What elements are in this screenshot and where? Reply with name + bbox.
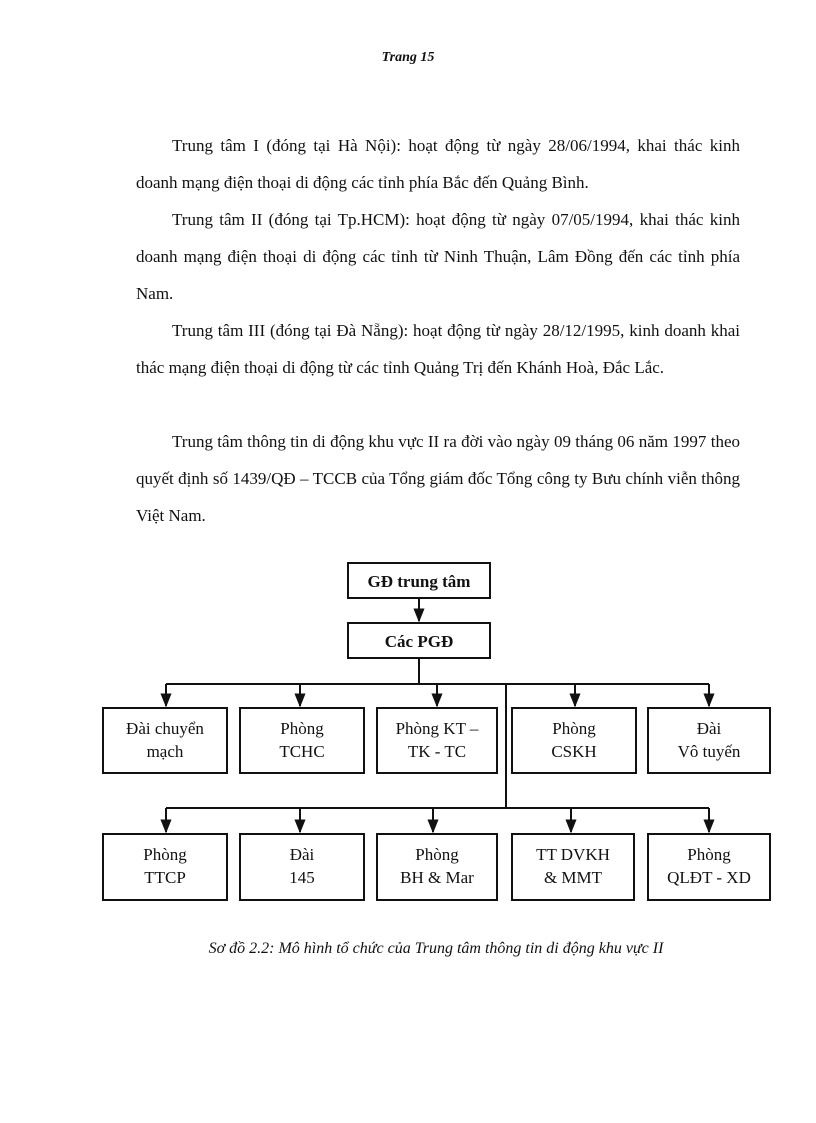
- box-row2-3-line2: BH & Mar: [400, 868, 474, 887]
- box-row2-1-line2: TTCP: [144, 868, 186, 887]
- box-director-label: GĐ trung tâm: [367, 572, 471, 591]
- box-row1-2-line1: Phòng: [280, 719, 324, 738]
- box-row2-5: [648, 834, 770, 900]
- box-deputy: [348, 623, 490, 658]
- box-row1-4-line2: CSKH: [551, 742, 597, 761]
- box-row2-5-line2: QLĐT - XD: [667, 868, 751, 887]
- box-row1-3-line1: Phòng KT –: [395, 719, 479, 738]
- box-row2-1-line1: Phòng: [143, 845, 187, 864]
- box-row2-2-line1: Đài: [289, 845, 315, 864]
- box-row1-5: [648, 708, 770, 773]
- box-director: [348, 563, 490, 598]
- box-row2-5-line1: Phòng: [687, 845, 731, 864]
- box-row1-4-line1: Phòng: [552, 719, 596, 738]
- box-deputy-label: Các PGĐ: [384, 632, 454, 651]
- box-row2-4-line2: & MMT: [543, 868, 603, 887]
- box-row1-2: [240, 708, 364, 773]
- paragraph-center-3: Trung tâm III (đóng tại Đà Nẵng): hoạt động từ ngày 28/12/1995, kinh doanh khai thác mạng điện thoại di động từ các tỉnh Quảng Trị đến Khánh Hoà, Đắc Lắc.: [136, 321, 740, 377]
- box-row1-1: [103, 708, 227, 773]
- box-row2-2-line2: 145: [289, 868, 315, 887]
- box-row2-1: [103, 834, 227, 900]
- box-row1-4: [512, 708, 636, 773]
- box-row2-3-line1: Phòng: [415, 845, 459, 864]
- box-row1-1-line1: Đài chuyển: [126, 719, 204, 738]
- box-row1-1-line2: mạch: [146, 742, 184, 761]
- paragraph-center-1: Trung tâm I (đóng tại Hà Nội): hoạt động từ ngày 28/06/1994, khai thác kinh doanh mạng điện thoại di động các tỉnh phía Bắc đến Quảng Bình.: [136, 136, 740, 192]
- box-row1-2-line2: TCHC: [279, 742, 325, 761]
- page-header: Trang 15: [381, 50, 435, 65]
- box-row1-3-line2: TK - TC: [407, 742, 467, 761]
- box-row2-4: [512, 834, 634, 900]
- box-row1-5-line1: Đài: [696, 719, 722, 738]
- box-row2-3: [377, 834, 497, 900]
- paragraph-center-2: Trung tâm II (đóng tại Tp.HCM): hoạt động từ ngày 07/05/1994, khai thác kinh doanh mạng điện thoại di động các tỉnh từ Ninh Thuận, Lâm Đồng đến các tỉnh phía Nam.: [136, 210, 740, 303]
- paragraph-center-region-2: Trung tâm thông tin di động khu vực II ra đời vào ngày 09 tháng 06 năm 1997 theo quyết định số 1439/QĐ – TCCB của Tổng giám đốc Tổng công ty Bưu chính viễn thông Việt Nam.: [136, 432, 740, 525]
- box-row1-5-line2: Vô tuyến: [677, 742, 741, 761]
- box-row2-2: [240, 834, 364, 900]
- box-row1-3: [377, 708, 497, 773]
- figure-caption: Sơ đồ 2.2: Mô hình tổ chức của Trung tâm thông tin di động khu vực II: [208, 940, 664, 957]
- box-row2-4-line1: TT DVKH: [536, 845, 610, 864]
